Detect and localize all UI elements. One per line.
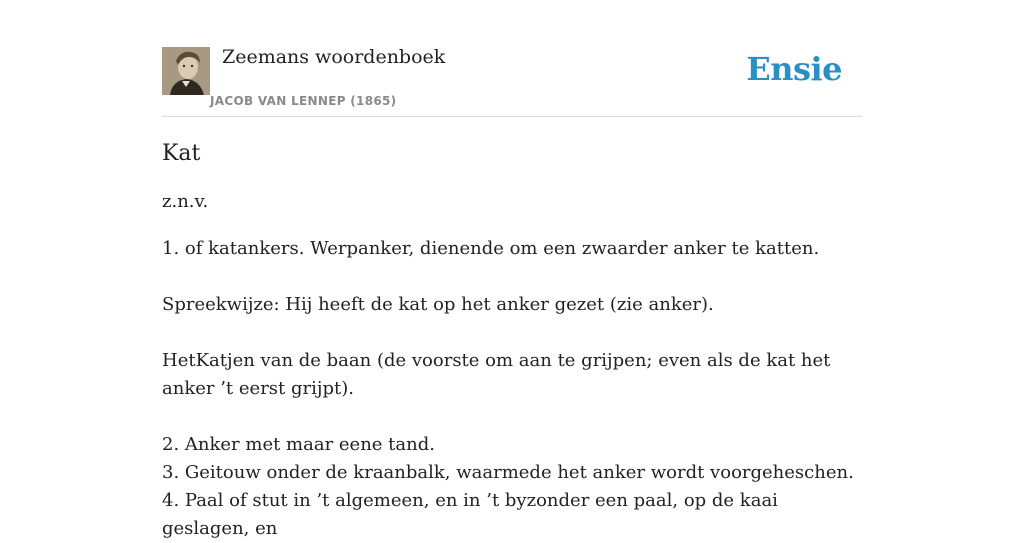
author-name[interactable]: JACOB VAN LENNEP (1865) <box>210 94 397 108</box>
portrait-image <box>162 47 210 95</box>
saying-item: HetKatjen van de baan (de voorste om aan te grijpen; even als de kat het anker ’t eerst grijpt). <box>162 350 831 399</box>
definition-item: 2. Anker met maar eene tand. <box>162 434 435 455</box>
definition-item: 3. Geitouw onder de kraanbalk, waarmede het anker wordt voorgeheschen. <box>162 462 854 483</box>
definition-item: 4. Paal of stut in ’t algemeen, en in ’t byzonder een paal, op de kaai geslagen, en <box>162 490 778 539</box>
definition-item: 1. of katankers. Werpanker, dienende om een zwaarder anker te katten. <box>162 238 820 259</box>
author-portrait-avatar[interactable] <box>162 47 210 95</box>
dictionary-header <box>162 44 862 117</box>
paragraph-spacer <box>162 319 862 347</box>
paragraph-spacer <box>162 403 862 431</box>
dictionary-title[interactable]: Zeemans woordenboek <box>222 46 446 68</box>
entry-definitions <box>162 235 862 543</box>
entry-content <box>162 138 862 543</box>
entry-headword: Kat <box>162 141 201 166</box>
part-of-speech: z.n.v. <box>162 191 209 212</box>
paragraph-spacer <box>162 263 862 291</box>
saying-item: Spreekwijze: Hij heeft de kat op het anker gezet (zie anker). <box>162 294 714 315</box>
ensie-logo-link[interactable]: Ensie <box>746 50 842 88</box>
